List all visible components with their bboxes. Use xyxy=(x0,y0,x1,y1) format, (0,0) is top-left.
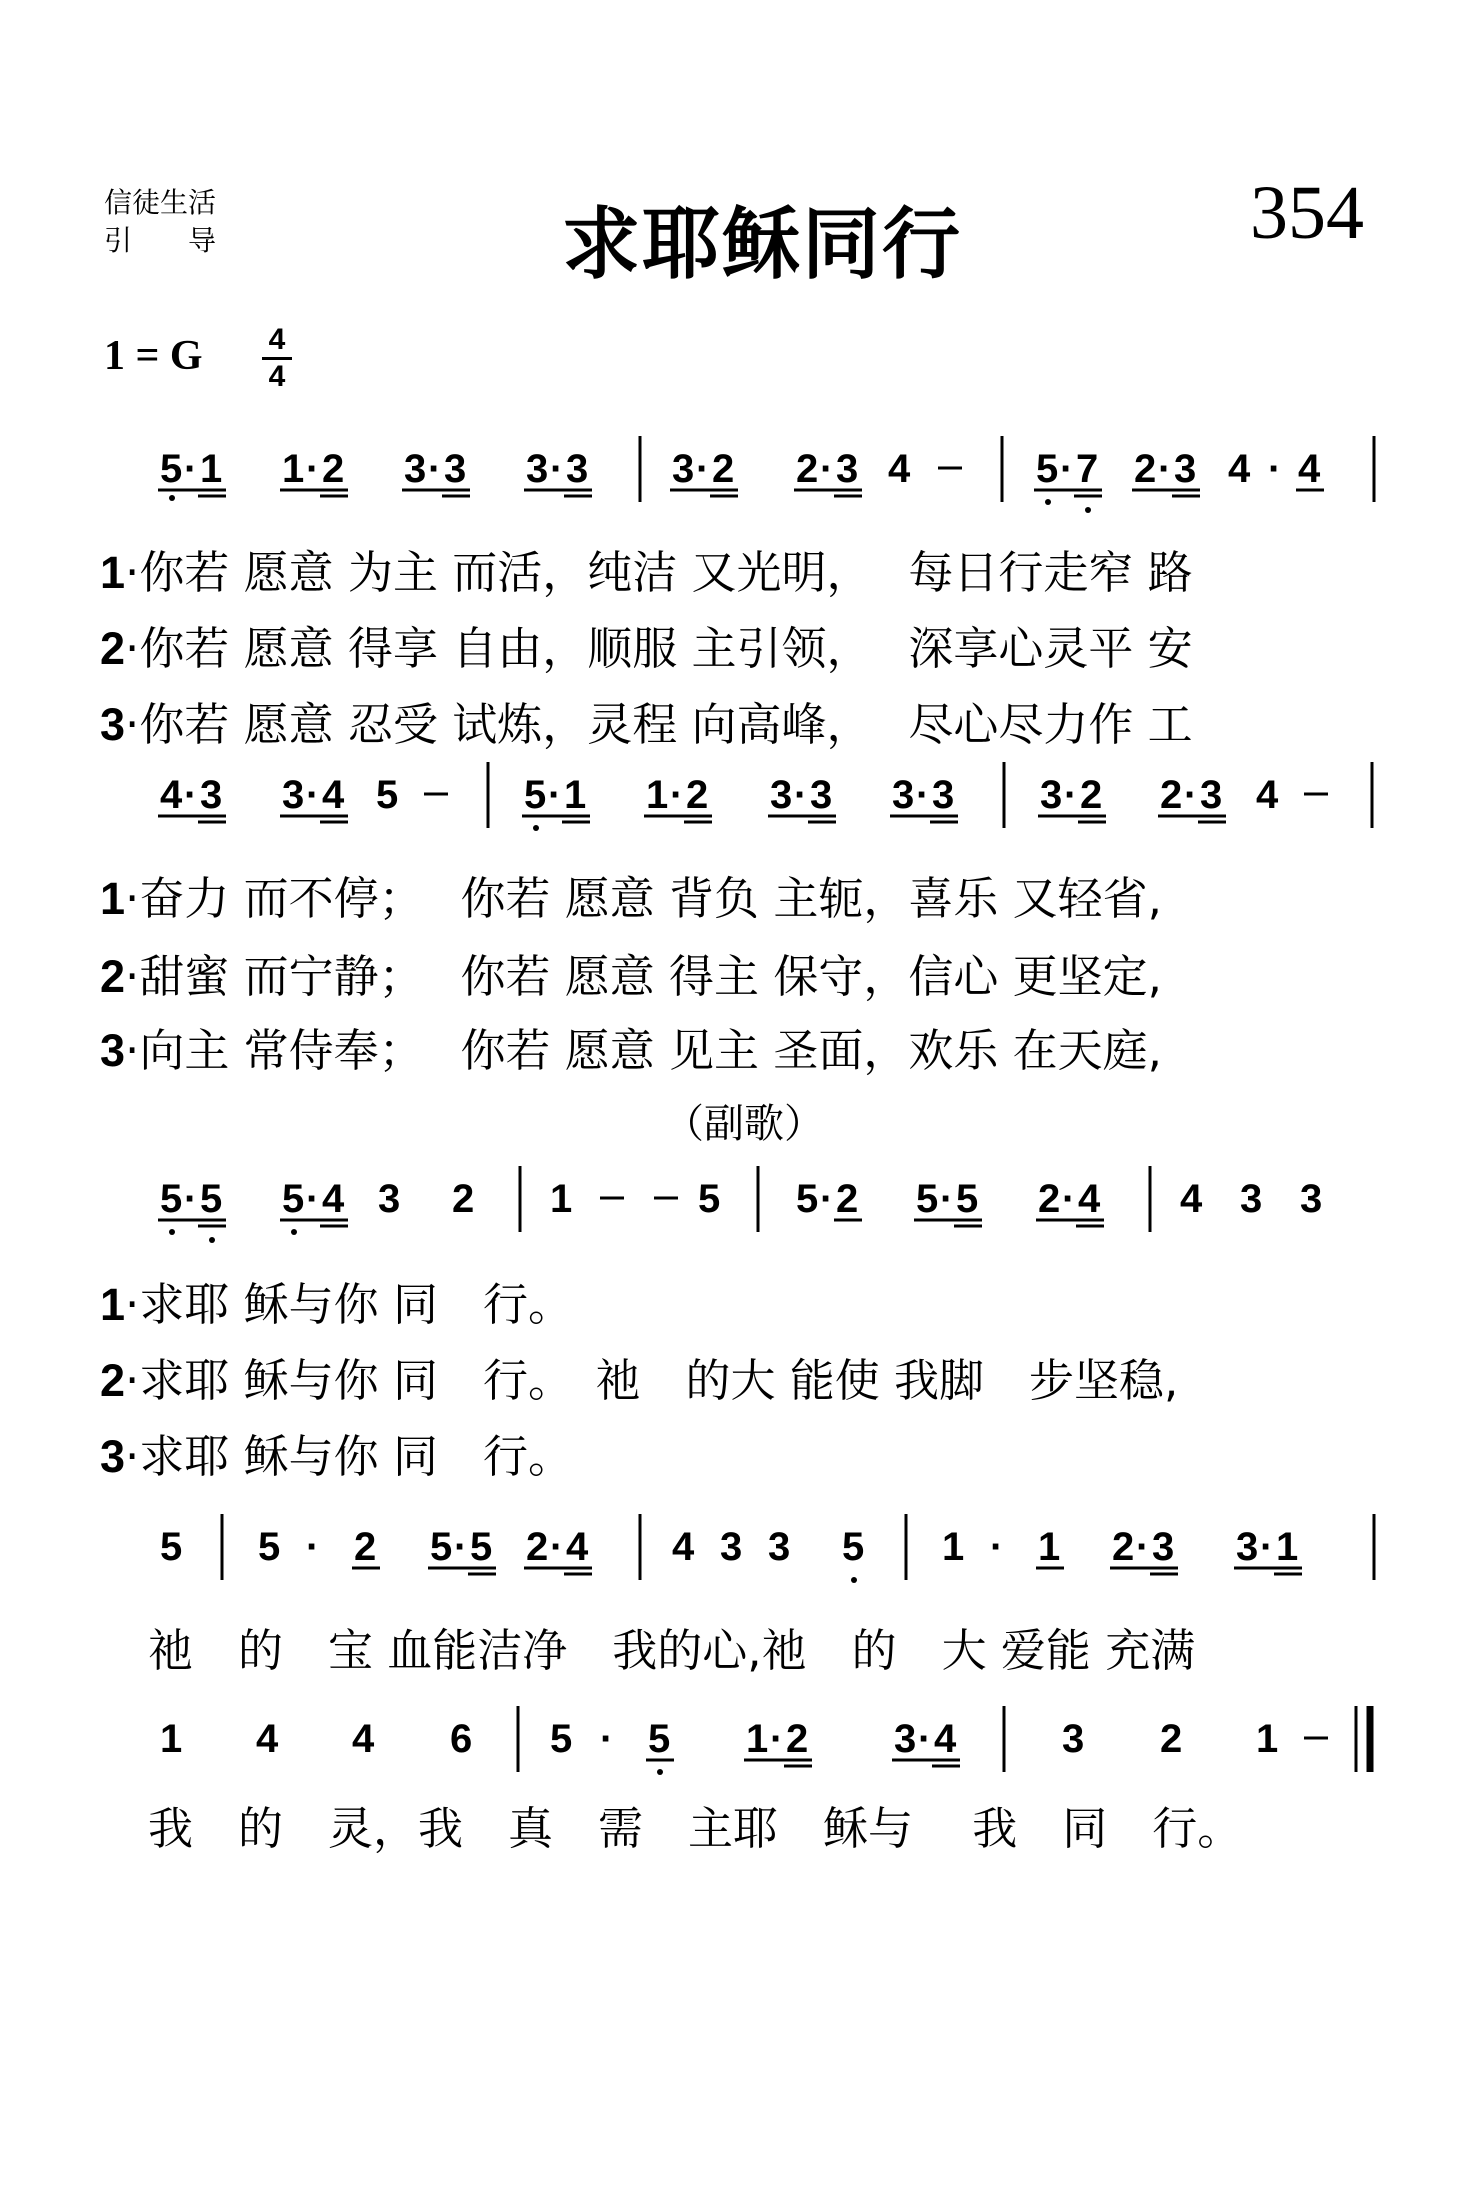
svg-text:5: 5 xyxy=(376,773,399,817)
svg-text:2: 2 xyxy=(322,447,345,491)
svg-text:3: 3 xyxy=(1200,773,1223,817)
svg-text:1: 1 xyxy=(1038,1525,1061,1569)
notation-row-3 xyxy=(0,1160,1477,1250)
svg-text:·: · xyxy=(916,773,930,817)
lyric-line: 1·你若 愿意 为主 而活，纯洁 又光明， 每日行走窄 路 xyxy=(100,546,1193,599)
lyric-line: 1·奋力 而不停； 你若 愿意 背负 主轭，喜乐 又轻省, xyxy=(100,872,1162,925)
svg-text:4: 4 xyxy=(1256,773,1279,817)
time-signature-bottom: 4 xyxy=(268,360,286,393)
svg-text:1: 1 xyxy=(746,1717,769,1761)
svg-text:5: 5 xyxy=(842,1525,865,1569)
svg-text:3: 3 xyxy=(1152,1525,1175,1569)
svg-text:5: 5 xyxy=(648,1717,671,1761)
svg-text:1: 1 xyxy=(550,1177,573,1221)
svg-text:5: 5 xyxy=(550,1717,573,1761)
svg-text:3: 3 xyxy=(770,773,793,817)
svg-text:4: 4 xyxy=(934,1717,957,1761)
svg-text:2: 2 xyxy=(836,1177,859,1221)
svg-text:4: 4 xyxy=(566,1525,589,1569)
svg-text:3: 3 xyxy=(200,773,223,817)
svg-text:5: 5 xyxy=(160,1525,183,1569)
svg-text:·: · xyxy=(670,773,684,817)
svg-text:·: · xyxy=(794,773,808,817)
svg-text:3: 3 xyxy=(1174,447,1197,491)
svg-text:2: 2 xyxy=(786,1717,809,1761)
svg-text:2: 2 xyxy=(1038,1177,1061,1221)
svg-text:1: 1 xyxy=(282,447,305,491)
key-signature: 1 = G xyxy=(104,333,203,379)
notation-row-4 xyxy=(0,1508,1477,1598)
svg-text:4: 4 xyxy=(888,447,911,491)
svg-text:5: 5 xyxy=(160,447,183,491)
lyric-line: 我 的 灵，我 真 需 主耶 稣与 我 同 行。 xyxy=(148,1802,1243,1855)
svg-text:1: 1 xyxy=(160,1717,183,1761)
svg-text:5: 5 xyxy=(160,1177,183,1221)
svg-text:·: · xyxy=(918,1717,932,1761)
svg-text:2: 2 xyxy=(452,1177,475,1221)
svg-text:·: · xyxy=(770,1717,784,1761)
svg-text:1: 1 xyxy=(564,773,587,817)
svg-text:·: · xyxy=(306,773,320,817)
svg-text:2: 2 xyxy=(1080,773,1103,817)
svg-text:1: 1 xyxy=(646,773,669,817)
svg-text:3: 3 xyxy=(1062,1717,1085,1761)
svg-text:·: · xyxy=(1136,1525,1150,1569)
svg-text:·: · xyxy=(1260,1525,1274,1569)
svg-text:3: 3 xyxy=(404,447,427,491)
svg-text:5: 5 xyxy=(916,1177,939,1221)
svg-text:·: · xyxy=(1184,773,1198,817)
svg-text:·: · xyxy=(820,447,834,491)
svg-text:2: 2 xyxy=(686,773,709,817)
svg-text:3: 3 xyxy=(526,447,549,491)
svg-text:·: · xyxy=(600,1717,614,1761)
svg-text:·: · xyxy=(1158,447,1172,491)
svg-text:5: 5 xyxy=(956,1177,979,1221)
svg-text:4: 4 xyxy=(322,773,345,817)
svg-text:1: 1 xyxy=(1276,1525,1299,1569)
svg-text:·: · xyxy=(1062,1177,1076,1221)
lyric-line: 祂 的 宝 血能洁净 我的心,祂 的 大 爱能 充满 xyxy=(148,1624,1196,1677)
time-signature xyxy=(262,324,292,393)
svg-text:3: 3 xyxy=(932,773,955,817)
svg-text:3: 3 xyxy=(444,447,467,491)
svg-text:4: 4 xyxy=(256,1717,279,1761)
svg-text:·: · xyxy=(820,1177,834,1221)
svg-text:1: 1 xyxy=(942,1525,965,1569)
svg-text:7: 7 xyxy=(1076,447,1099,491)
lyric-line: 2·甜蜜 而宁静； 你若 愿意 得主 保守，信心 更坚定, xyxy=(100,950,1162,1003)
svg-text:·: · xyxy=(990,1525,1004,1569)
svg-text:3: 3 xyxy=(836,447,859,491)
svg-text:2: 2 xyxy=(1160,1717,1183,1761)
svg-text:·: · xyxy=(184,1177,198,1221)
svg-text:4: 4 xyxy=(322,1177,345,1221)
svg-text:4: 4 xyxy=(352,1717,375,1761)
svg-text:3: 3 xyxy=(1240,1177,1263,1221)
svg-text:2: 2 xyxy=(526,1525,549,1569)
svg-text:3: 3 xyxy=(378,1177,401,1221)
svg-text:3: 3 xyxy=(894,1717,917,1761)
svg-text:·: · xyxy=(550,1525,564,1569)
svg-text:·: · xyxy=(940,1177,954,1221)
svg-text:1: 1 xyxy=(200,447,223,491)
svg-text:3: 3 xyxy=(810,773,833,817)
chorus-label: （副歌） xyxy=(664,1101,824,1147)
notation-row-2 xyxy=(0,756,1477,846)
svg-text:5: 5 xyxy=(200,1177,223,1221)
svg-text:4: 4 xyxy=(1180,1177,1203,1221)
svg-text:5: 5 xyxy=(1036,447,1059,491)
svg-text:2: 2 xyxy=(796,447,819,491)
svg-text:2: 2 xyxy=(1160,773,1183,817)
svg-text:2: 2 xyxy=(354,1525,377,1569)
svg-text:5: 5 xyxy=(524,773,547,817)
svg-text:·: · xyxy=(696,447,710,491)
svg-text:·: · xyxy=(306,447,320,491)
svg-text:5: 5 xyxy=(282,1177,305,1221)
svg-text:5: 5 xyxy=(796,1177,819,1221)
svg-text:3: 3 xyxy=(1040,773,1063,817)
svg-text:3: 3 xyxy=(892,773,915,817)
svg-text:·: · xyxy=(548,773,562,817)
svg-text:·: · xyxy=(1268,447,1282,491)
hymn-title: 求耶稣同行 xyxy=(562,200,963,290)
svg-text:5: 5 xyxy=(698,1177,721,1221)
svg-text:5: 5 xyxy=(258,1525,281,1569)
svg-text:·: · xyxy=(306,1177,320,1221)
hymn-number: 354 xyxy=(1250,171,1364,255)
svg-text:2: 2 xyxy=(1134,447,1157,491)
svg-text:·: · xyxy=(1060,447,1074,491)
svg-text:·: · xyxy=(1064,773,1078,817)
svg-text:6: 6 xyxy=(450,1717,473,1761)
svg-text:·: · xyxy=(184,447,198,491)
svg-text:·: · xyxy=(306,1525,320,1569)
lyric-line: 1·求耶 稣与你 同 行。 xyxy=(100,1278,573,1331)
svg-text:·: · xyxy=(184,773,198,817)
category-label-line2: 引 导 xyxy=(104,224,217,257)
time-signature-top: 4 xyxy=(268,323,286,356)
lyric-line: 2·求耶 稣与你 同 行。 祂 的大 能使 我脚 步坚稳, xyxy=(100,1354,1179,1407)
svg-text:4: 4 xyxy=(672,1525,695,1569)
category-label-line1: 信徒生活 xyxy=(104,186,217,219)
svg-text:3: 3 xyxy=(282,773,305,817)
svg-text:3: 3 xyxy=(1236,1525,1259,1569)
svg-text:·: · xyxy=(550,447,564,491)
svg-text:3: 3 xyxy=(720,1525,743,1569)
svg-text:·: · xyxy=(454,1525,468,1569)
lyric-line: 3·向主 常侍奉； 你若 愿意 见主 圣面，欢乐 在天庭, xyxy=(100,1024,1162,1077)
svg-text:2: 2 xyxy=(712,447,735,491)
lyric-line: 3·你若 愿意 忍受 试炼，灵程 向高峰， 尽心尽力作 工 xyxy=(100,698,1193,751)
svg-text:3: 3 xyxy=(768,1525,791,1569)
svg-text:1: 1 xyxy=(1256,1717,1279,1761)
svg-text:4: 4 xyxy=(160,773,183,817)
svg-text:3: 3 xyxy=(672,447,695,491)
svg-text:·: · xyxy=(428,447,442,491)
notation-row-5 xyxy=(0,1700,1477,1790)
svg-text:5: 5 xyxy=(470,1525,493,1569)
svg-text:4: 4 xyxy=(1298,447,1321,491)
svg-text:3: 3 xyxy=(566,447,589,491)
svg-text:3: 3 xyxy=(1300,1177,1323,1221)
svg-text:5: 5 xyxy=(430,1525,453,1569)
lyric-line: 3·求耶 稣与你 同 行。 xyxy=(100,1430,573,1483)
notation-row-1 xyxy=(0,430,1477,520)
svg-text:2: 2 xyxy=(1112,1525,1135,1569)
svg-text:4: 4 xyxy=(1078,1177,1101,1221)
svg-text:4: 4 xyxy=(1228,447,1251,491)
lyric-line: 2·你若 愿意 得享 自由，顺服 主引领， 深享心灵平 安 xyxy=(100,622,1193,675)
